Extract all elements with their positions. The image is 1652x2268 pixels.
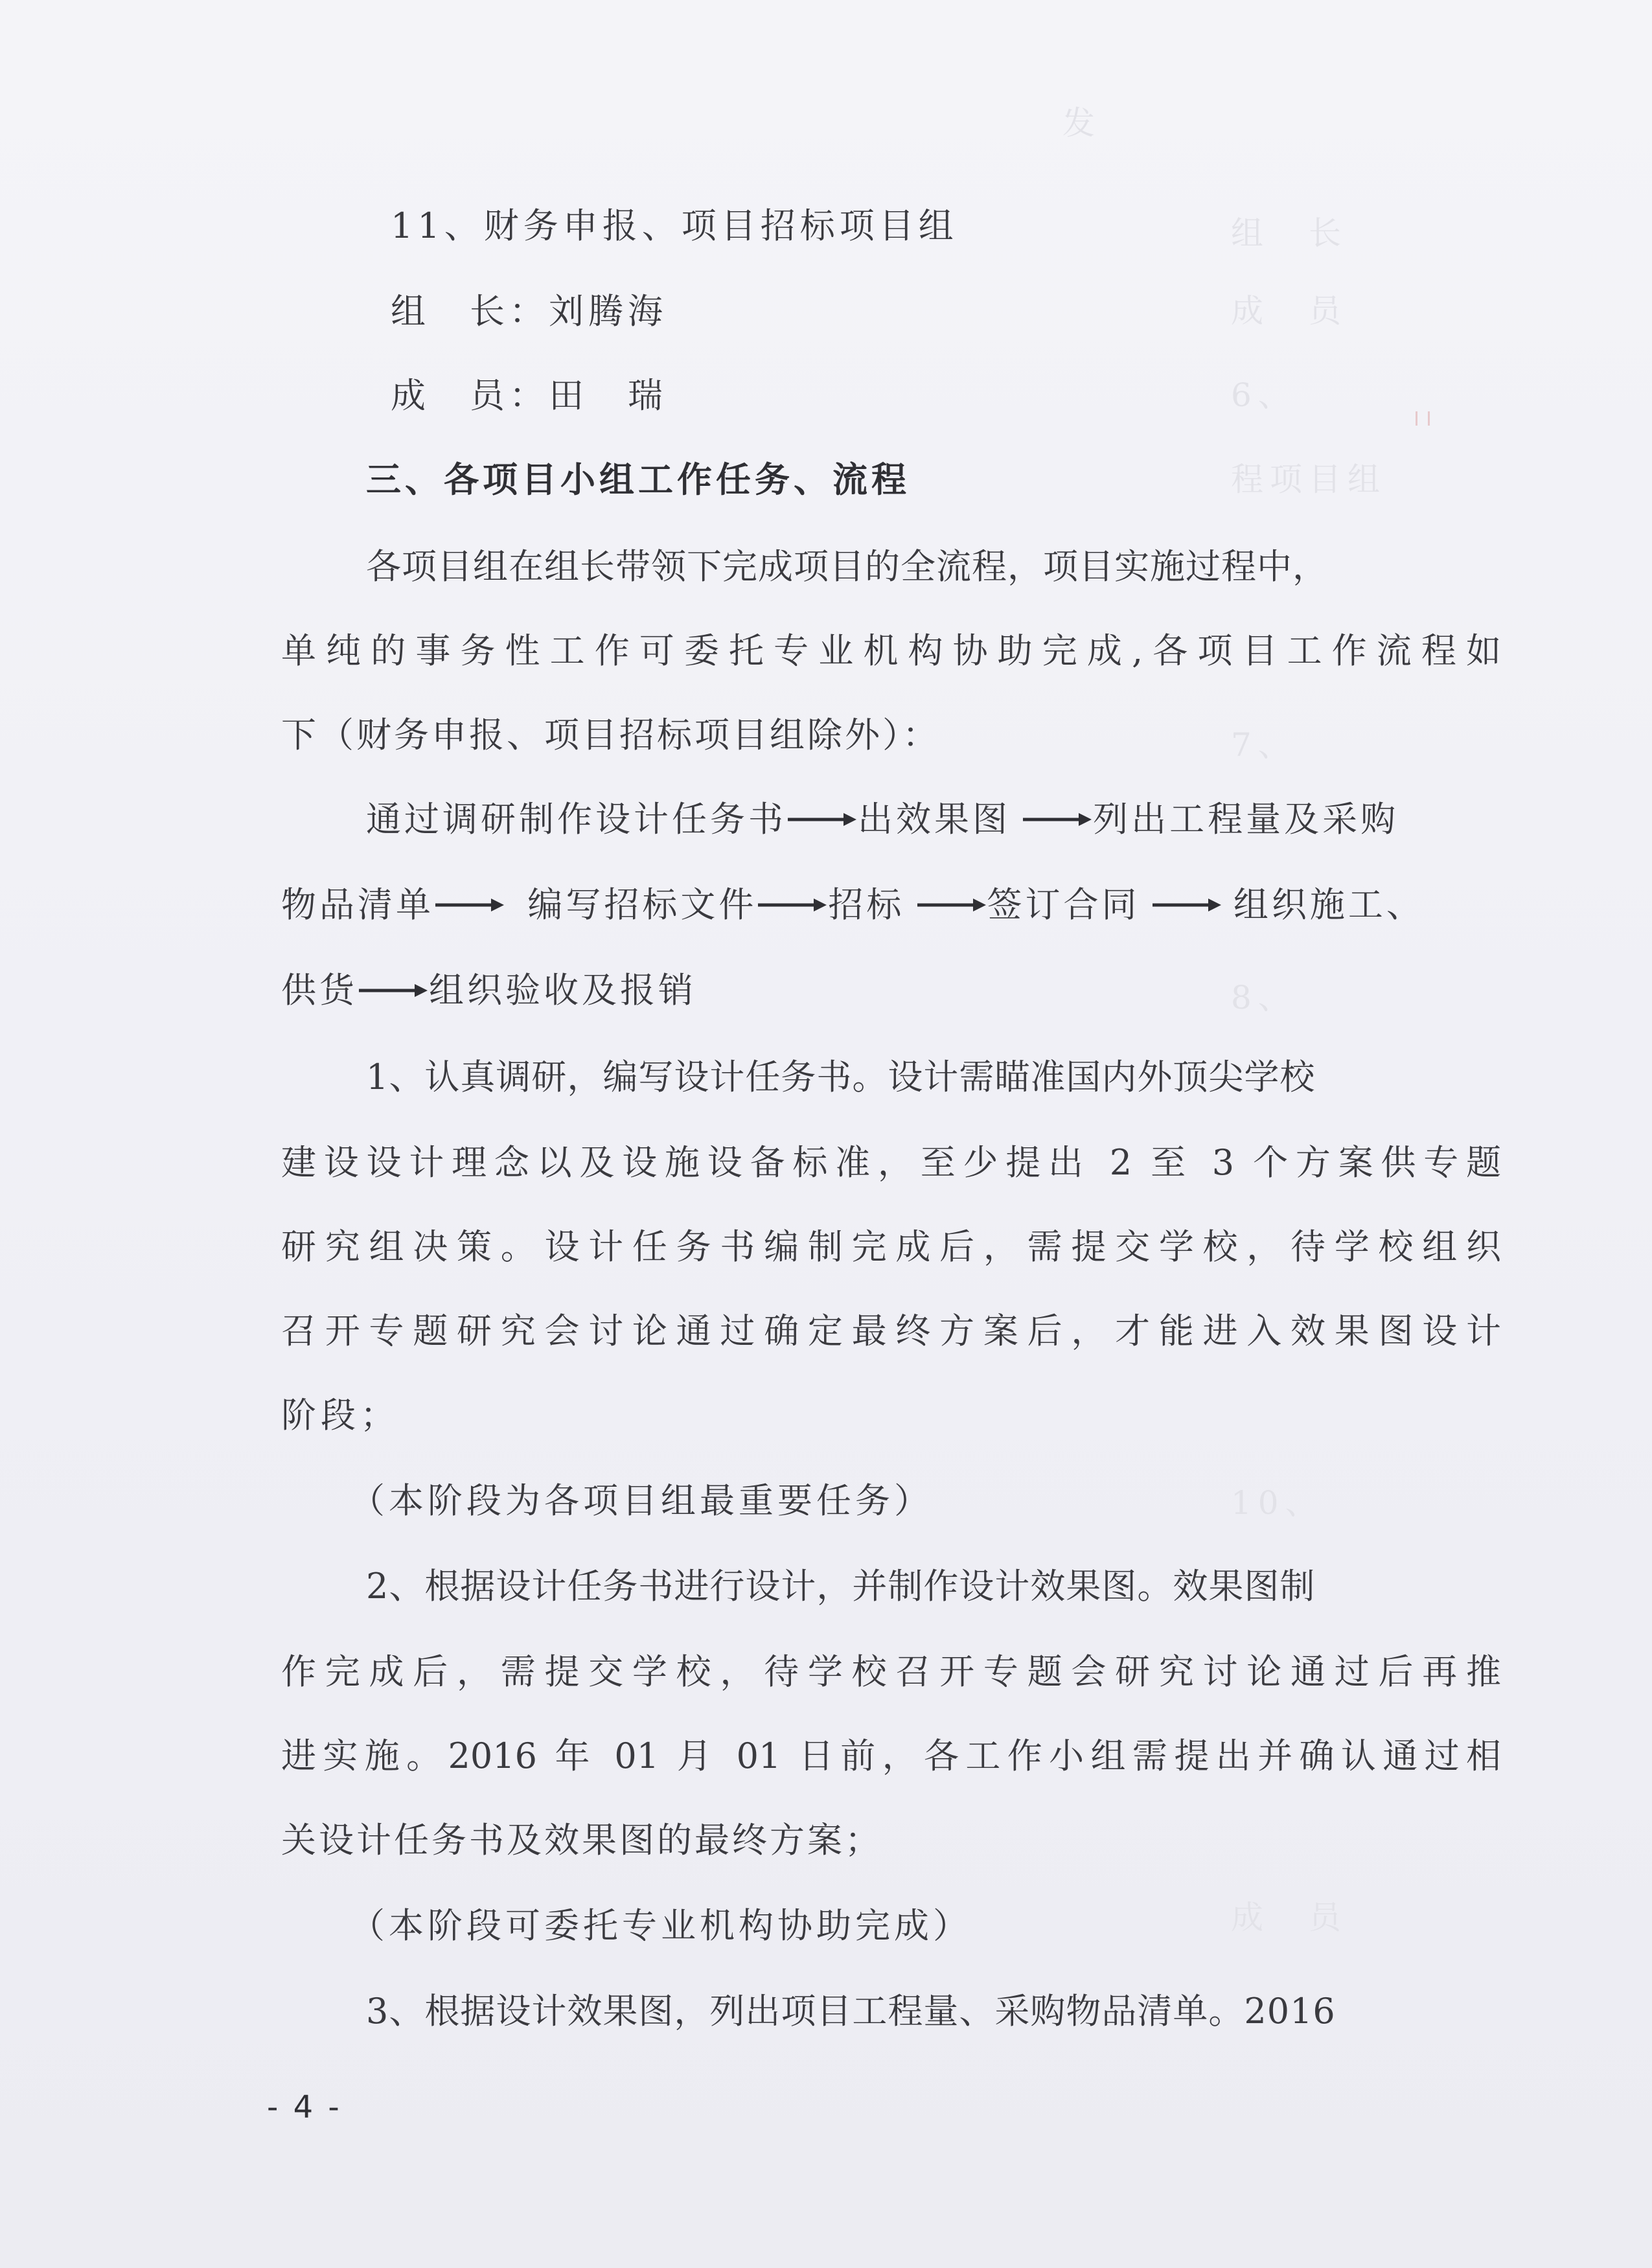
paragraph-note: （本阶段为各项目组最重要任务） — [350, 1480, 933, 1521]
arrow-right-icon — [757, 897, 828, 913]
arrow-right-icon — [1151, 897, 1222, 913]
paragraph-line: 下（财务申报、项目招标项目组除外）： — [281, 715, 940, 755]
page-number: - 4 - — [267, 2089, 342, 2125]
paragraph-line: 3、根据设计效果图，列出项目工程量、采购物品清单。2016 — [366, 1991, 1336, 2032]
paragraph-line: 单纯的事务性工作可委托专业机构协助完成,各项目工作流程如 — [281, 630, 1501, 671]
paragraph-line: 阶段； — [281, 1395, 400, 1436]
paragraph-line: 建设设计理念以及设施设备标准，至少提出 2 至 3 个方案供专题 — [281, 1142, 1501, 1183]
bleed-through-text: 成 员 — [1231, 292, 1348, 330]
bleed-through-text: 8、 — [1231, 979, 1297, 1016]
paragraph-line: 2、根据设计任务书进行设计，并制作设计效果图。效果图制 — [366, 1566, 1316, 1607]
bleed-through-text: 7、 — [1231, 726, 1297, 764]
paragraph-line: 进实施。2016 年 01 月 01 日前，各工作小组需提出并确认通过相 — [281, 1735, 1501, 1776]
bleed-through-text: 6、 — [1231, 376, 1297, 414]
bleed-through-text: 程项目组 — [1231, 461, 1386, 498]
paragraph-line: 作完成后，需提交学校，待学校召开专题会研究讨论通过后再推 — [281, 1651, 1501, 1692]
group-leader: 组 长：刘腾海 — [391, 291, 667, 332]
flow-step: 通过调研制作设计任务书 — [366, 799, 786, 840]
section-heading: 三、各项目小组工作任务、流程 — [366, 459, 910, 500]
group-title: 11、财务申报、项目招标项目组 — [391, 205, 958, 246]
group-member: 成 员：田 瑞 — [391, 375, 667, 416]
bleed-through-text: 组 长 — [1231, 214, 1348, 252]
flow-step: 出效果图 — [858, 799, 1011, 840]
red-ink-mark — [1416, 411, 1430, 426]
arrow-right-icon — [916, 897, 987, 913]
flow-step: 招标 — [828, 884, 905, 925]
arrow-right-icon — [358, 983, 429, 998]
workflow-line — [281, 968, 696, 1013]
workflow-line — [281, 882, 1425, 928]
flow-step: 编写招标文件 — [527, 884, 757, 925]
bleed-through-text: 发 — [1062, 104, 1101, 142]
bleed-through-text: 10、 — [1231, 1484, 1324, 1522]
bleed-through-text: 成 员 — [1231, 1899, 1348, 1936]
arrow-right-icon — [786, 812, 858, 827]
flow-step: 组织验收及报销 — [429, 970, 696, 1011]
flow-step: 签订合同 — [987, 884, 1140, 925]
flow-step: 供货 — [281, 970, 358, 1011]
paragraph-note: （本阶段可委托专业机构协助完成） — [350, 1905, 972, 1946]
flow-step: 组织施工、 — [1233, 884, 1425, 925]
paragraph-line: 研究组决策。设计任务书编制完成后，需提交学校，待学校组织 — [281, 1226, 1501, 1267]
paragraph-line: 召开专题研究会讨论通过确定最终方案后，才能进入效果图设计 — [281, 1311, 1501, 1351]
paragraph-line: 各项目组在组长带领下完成项目的全流程，项目实施过程中， — [366, 546, 1328, 587]
paragraph-line: 关设计任务书及效果图的最终方案； — [281, 1820, 882, 1861]
arrow-right-icon — [434, 897, 505, 913]
flow-step: 列出工程量及采购 — [1093, 799, 1399, 840]
flow-step: 物品清单 — [281, 884, 434, 925]
paragraph-line: 1、认真调研，编写设计任务书。设计需瞄准国内外顶尖学校 — [366, 1057, 1316, 1097]
workflow-line — [366, 797, 1399, 842]
arrow-right-icon — [1022, 812, 1093, 827]
